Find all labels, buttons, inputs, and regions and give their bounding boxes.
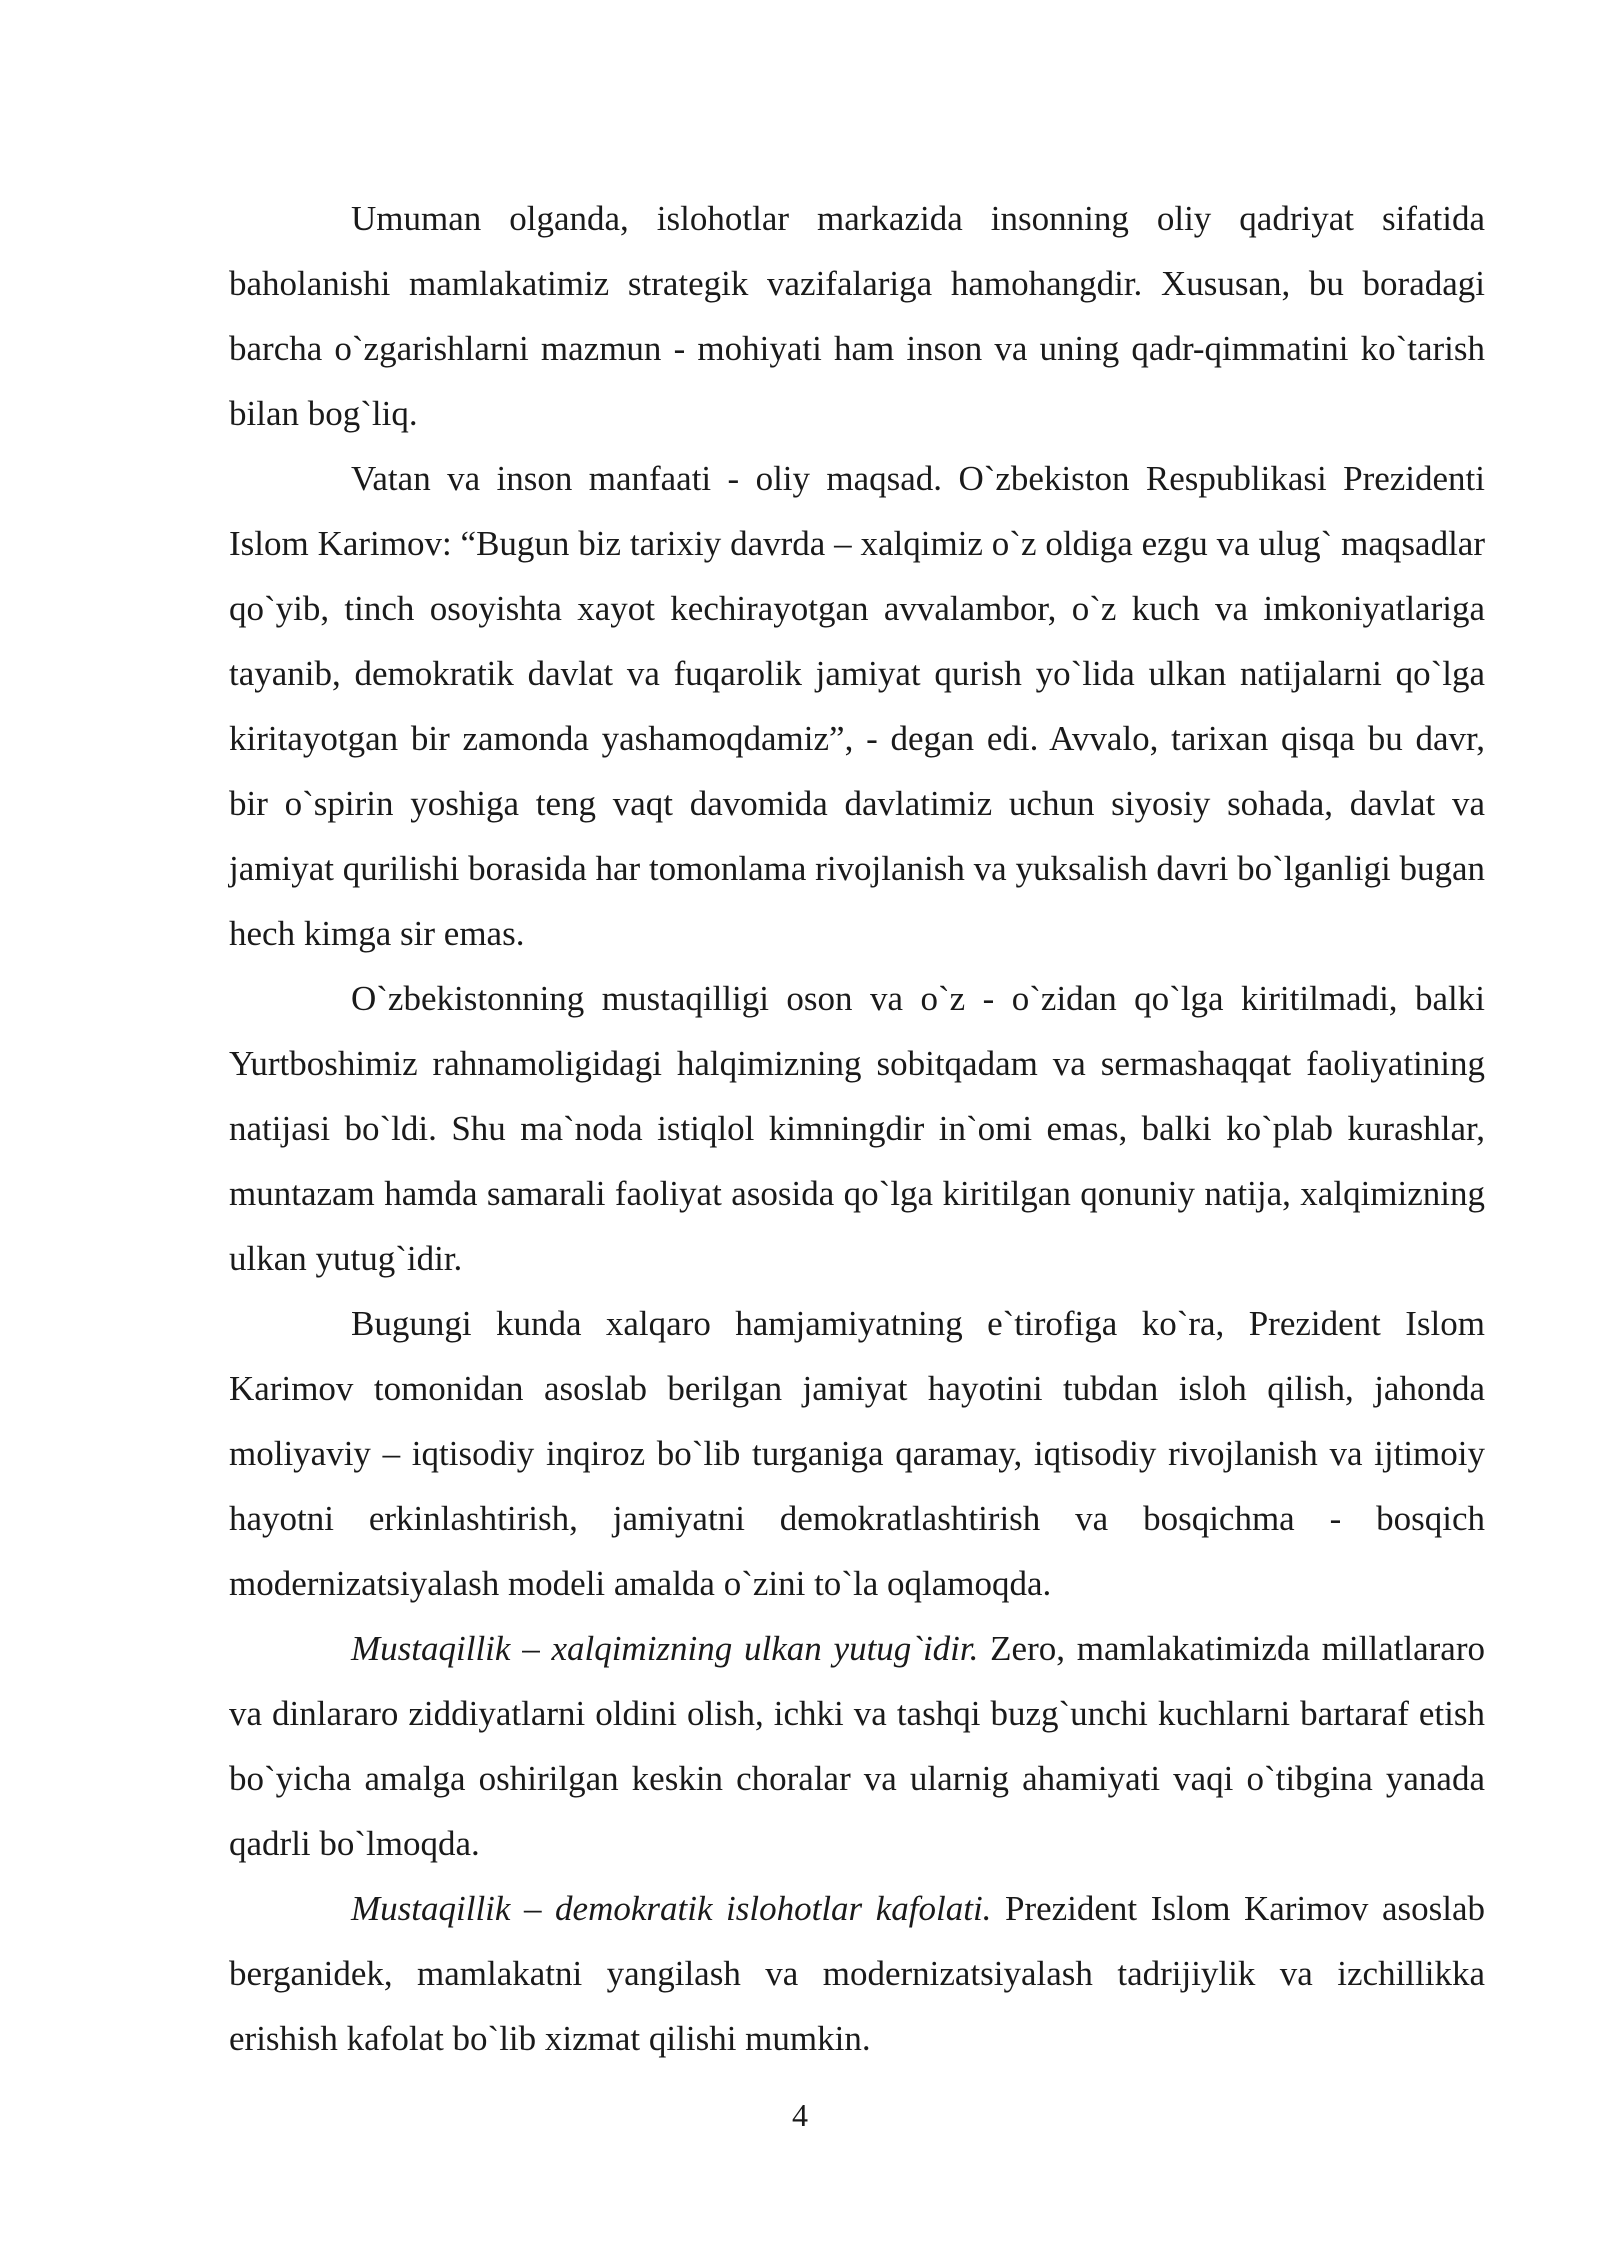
paragraph-5 [229,1616,1485,1876]
paragraph-1-text: Umuman olganda, islohotlar markazida insonning oliy qadriyat sifatida baholanishi mamlakatimiz strategik vazifalariga hamohangdir. Xususan, bu boradagi barcha o`zgarishlarni mazmun - mohiyati ham inson va uning qadr-qimmatini ko`tarish bilan bog`liq. [229,199,1485,433]
paragraph-4 [229,1291,1485,1616]
paragraph-6-text: Prezident Islom Karimov asoslab berganidek, mamlakatni yangilash va modernizatsiyalash tadrijiylik va izchillikka erishish kafolat bo`lib xizmat qilishi mumkin. [229,1889,1485,2058]
page-number: 4 [792,2097,808,2133]
paragraph-6-lead: Mustaqillik – demokratik islohotlar kafolati. [351,1889,992,1928]
paragraph-1 [229,186,1485,446]
body-text [229,186,1485,2071]
paragraph-2 [229,446,1485,966]
paragraph-5-lead: Mustaqillik – xalqimizning ulkan yutug`idir. [351,1629,979,1668]
paragraph-2-text: Vatan va inson manfaati - oliy maqsad. O`zbekiston Respublikasi Prezidenti Islom Karimov: “Bugun biz tarixiy davrda – xalqimiz o`z oldiga ezgu va ulug` maqsadlar qo`yib, tinch osoyishta xayot kechirayotgan avvalambor, o`z kuch va imkoniyatlariga tayanib, demokratik davlat va fuqarolik jamiyat qurish yo`lida ulkan natijalarni qo`lga kiritayotgan bir zamonda yashamoqdamiz”, - degan edi. Avvalo, tarixan qisqa bu davr, bir o`spirin yoshiga teng vaqt davomida davlatimiz uchun siyosiy sohada, davlat va jamiyat qurilishi borasida har tomonlama rivojlanish va yuksalish davri bo`lganligi bugan hech kimga sir emas. [229,459,1485,953]
paragraph-5-text: Zero, mamlakatimizda millatlararo va dinlararo ziddiyatlarni oldini olish, ichki va tashqi buzg`unchi kuchlarni bartaraf etish bo`yicha amalga oshirilgan keskin choralar va ularnig ahamiyati vaqi o`tibgina yanada qadrli bo`lmoqda. [229,1629,1485,1863]
paragraph-3 [229,966,1485,1291]
paragraph-6 [229,1876,1485,2071]
paragraph-3-text: O`zbekistonning mustaqilligi oson va o`z - o`zidan qo`lga kiritilmadi, balki Yurtboshimiz rahnamoligidagi halqimizning sobitqadam va sermashaqqat faoliyatining natijasi bo`ldi. Shu ma`noda istiqlol kimningdir in`omi emas, balki ko`plab kurashlar, muntazam hamda samarali faoliyat asosida qo`lga kiritilgan qonuniy natija, xalqimizning ulkan yutug`idir. [229,979,1485,1278]
paragraph-4-text: Bugungi kunda xalqaro hamjamiyatning e`tirofiga ko`ra, Prezident Islom Karimov tomonidan asoslab berilgan jamiyat hayotini tubdan isloh qilish, jahonda moliyaviy – iqtisodiy inqiroz bo`lib turganiga qaramay, iqtisodiy rivojlanish va ijtimoiy hayotni erkinlashtirish, jamiyatni demokratlashtirish va bosqichma - bosqich modernizatsiyalash modeli amalda o`zini to`la oqlamoqda. [229,1304,1485,1603]
